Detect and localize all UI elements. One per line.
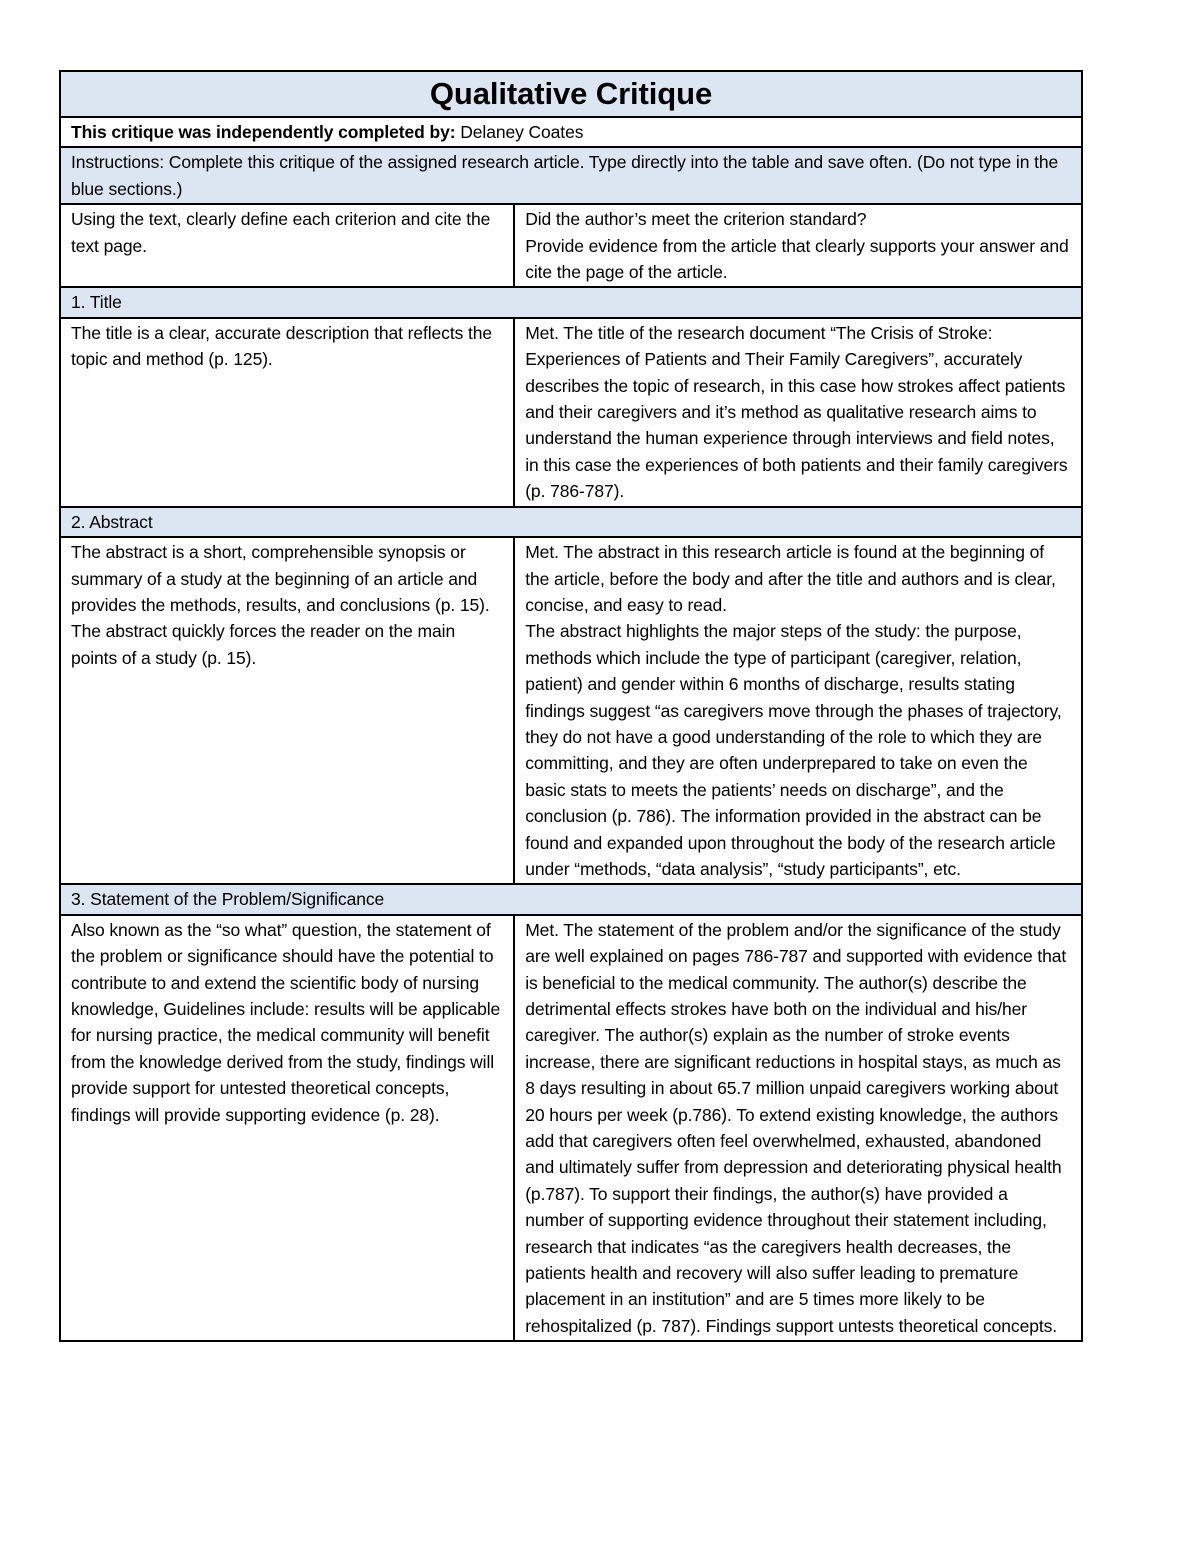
criterion-abstract[interactable]: The abstract is a short, comprehensible synopsis or summary of a study at the beginning of an article and provides the methods, results, and conclusions (p. 15). The abstract quickly forces the reader on the main points of a study (p. 15). [60, 537, 514, 884]
header-right-question: Did the author’s meet the criterion standard? [525, 209, 867, 230]
header-right-instruction: Provide evidence from the article that clearly supports your answer and cite the page of the article. [525, 235, 1069, 283]
evidence-paragraph: Met. The abstract in this research article is found at the beginning of the article, before the body and after the title and authors and is clear, concise, and easy to read. [525, 542, 1056, 615]
evidence-paragraph: Met. The statement of the problem and/or the significance of the study are well explained on pages 786-787 and supported with evidence that is beneficial to the medical community. The author(s) describe the detrimental effects strokes have both on the individual and his/her caregiver. The author(s) explain as the number of stroke events increase, there are significant reductions in hospital stays, as much as 8 days resulting in about 65.7 million unpaid caregivers working about 20 hours per week (p.786). To extend existing knowledge, the authors add that caregivers often feel overwhelmed, exhausted, abandoned and ultimately suffer from depression and deteriorating physical health (p.787). To support their findings, the author(s) have provided a number of supporting evidence throughout their statement including, research that indicates “as the caregivers health decreases, the patients health and recovery will also suffer leading to premature placement in an institution” and are 5 times more likely to be rehospitalized (p. 787). Findings support untests theoretical concepts. [525, 919, 1067, 1336]
evidence-problem[interactable] [514, 915, 1082, 1342]
evidence-paragraph: Met. The title of the research document “The Crisis of Stroke: Experiences of Patients and Their Family Caregivers”, accurately describes the topic of research, in this case how strokes affect patients and their caregivers and it’s method as qualitative research aims to understand the human experience through interviews and field notes, in this case the experiences of both patients and their family caregivers (p. 786-787). [525, 322, 1068, 502]
criterion-title[interactable]: The title is a clear, accurate description that reflects the topic and method (p. 125). [60, 318, 514, 507]
document-title: Qualitative Critique [60, 71, 1082, 117]
header-right [514, 204, 1082, 287]
evidence-paragraph: The abstract highlights the major steps of the study: the purpose, methods which include the type of participant (caregiver, relation, patient) and gender within 6 months of discharge, results stating findings suggest “as caregivers move through the phases of trajectory, they do not have a good understanding of the role to which they are committing, and they are often underprepared to take on even the basic stats to meets the patients’ needs on discharge”, and the conclusion (p. 786). The information provided in the abstract can be found and expanded upon throughout the body of the research article under “methods, “data analysis”, “study participants”, etc. [525, 621, 1062, 879]
completed-by-label: This critique was independently completed by: [71, 122, 456, 142]
evidence-abstract[interactable] [514, 537, 1082, 884]
instructions: Instructions: Complete this critique of the assigned research article. Type directly into the table and save often. (Do not type in the blue sections.) [60, 147, 1082, 204]
criterion-problem[interactable]: Also known as the “so what” question, the statement of the problem or significance should have the potential to contribute to and extend the scientific body of nursing knowledge, Guidelines include: results will be applicable for nursing practice, the medical community will benefit from the knowledge derived from the study, findings will provide support for untested theoretical concepts, findings will provide supporting evidence (p. 28). [60, 915, 514, 1342]
completed-by-name[interactable]: Delaney Coates [460, 122, 584, 142]
header-left: Using the text, clearly define each criterion and cite the text page. [60, 204, 514, 287]
section-heading-title: 1. Title [60, 287, 1082, 317]
critique-table [59, 70, 1083, 1342]
section-heading-abstract: 2. Abstract [60, 507, 1082, 537]
critique-page [59, 70, 1083, 1342]
evidence-title[interactable] [514, 318, 1082, 507]
completed-by-row [60, 117, 1082, 147]
section-heading-problem: 3. Statement of the Problem/Significance [60, 884, 1082, 914]
